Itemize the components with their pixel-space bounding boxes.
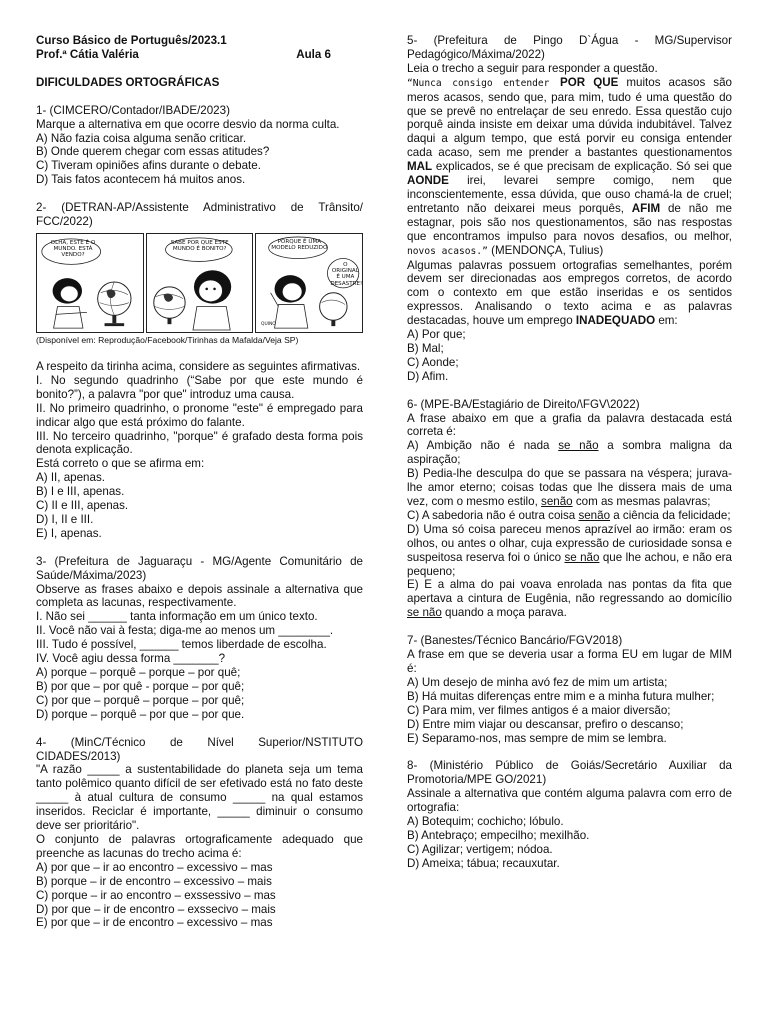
statement: IV. Você agiu dessa forma _______? <box>36 652 226 666</box>
question-6 <box>407 398 732 621</box>
option: D) Ameixa; tábua; recauxutar. <box>407 856 560 870</box>
option: B) Onde querem chegar com essas atitudes? <box>36 145 270 159</box>
left-column <box>36 34 363 930</box>
teacher-row <box>36 48 363 62</box>
statement: III. Tudo é possível, ______ temos liberdade de escolha. <box>36 638 327 652</box>
question-header: 6- (MPE-BA/Estagiário de Direito/\FGV\2022) <box>407 397 640 411</box>
question-stem: A respeito da tirinha acima, considere as seguintes afirmativas. <box>36 359 361 373</box>
option: B) Antebraço; empecilho; mexilhão. <box>407 828 590 842</box>
question-header: 4- (MinC/Técnico de Nível Superior/NSTITUTO CIDADES/2013) <box>36 735 363 763</box>
option: E) por que – ir de encontro – excessivo – mas <box>36 916 273 930</box>
option: D) Uma só coisa pareceu menos aprazível ao irmão: eram os olhos, ou antes o olhar, cuja expressão de curiosidade sonsa e suspeitosa reserva foi o único se não que lhe achou, e não era pequeno; <box>407 522 732 578</box>
option: C) Tiveram opiniões afins durante o debate. <box>36 159 261 173</box>
highlight-afim: AFIM <box>631 201 661 215</box>
option: D) I, II e III. <box>36 512 94 526</box>
course-title: Curso Básico de Português/2023.1 <box>36 34 227 47</box>
statement: III. No terceiro quadrinho, "porque" é grafado desta forma pois denota explicação. <box>36 429 363 457</box>
question-stem: "A razão _____ a sustentabilidade do planeta seja um tema tanto polêmico quanto difícil de ser efetivado está no fato deste _____ à atual cultura de consumo _____ na qual estamos inseridos. Reciclar é importante, _____ diminuir o consumo deve ser prioritário". <box>36 763 363 833</box>
option: C) Para mim, ver filmes antigos é a maior diversão; <box>407 703 671 717</box>
question-header: 5- (Prefeitura de Pingo D`Água - MG/Supervisor Pedagógico/Máxima/2022) <box>407 34 732 61</box>
statement: II. No primeiro quadrinho, o pronome "este" é empregado para indicar algo que está próximo do falante. <box>36 401 363 429</box>
highlight-aonde: AONDE <box>407 174 449 188</box>
option: A) Um desejo de minha avó fez de mim um artista; <box>407 675 668 689</box>
question-3 <box>36 555 363 722</box>
question-stem: Observe as frases abaixo e depois assinale a alternativa que completa as lacunas, respectivamente. <box>36 582 363 610</box>
comic-panel-1 <box>36 233 144 333</box>
question-header: 2- (DETRAN-AP/Assistente Administrativo de Trânsito/ FCC/2022) <box>36 201 363 229</box>
statement: I. No segundo quadrinho (“Sabe por que este mundo é bonito?”), a palavra "por que" introduz uma causa. <box>36 373 363 401</box>
option: D) por que – ir de encontro – exssecivo – mais <box>36 902 276 916</box>
highlight-mal: MAL <box>407 160 433 174</box>
option: C) por que – porquê – porque – por quê; <box>36 693 245 707</box>
question-4 <box>36 736 363 931</box>
option: B) por que – por quê - porque – por quê; <box>36 679 245 693</box>
right-column <box>407 34 732 871</box>
option: D) Tais fatos acontecem há muitos anos. <box>36 173 246 187</box>
question-7 <box>407 634 732 745</box>
question-ask: O conjunto de palavras ortograficamente adequado que preenche as lacunas do trecho acima é: <box>36 832 363 860</box>
option: B) Mal; <box>407 341 444 355</box>
comic-panel-3 <box>255 233 363 333</box>
question-2 <box>36 201 363 541</box>
quoted-text: “Nunca consigo entender POR QUE muitos acasos são meros acasos, sendo que, para mim, tudo é uma questão do que se prevê no entrelaçar de seu enredo. Essa questão cujo porquê ainda insiste em deixar uma dúvida indubitável. Talvez daqui a algum tempo, que está porvir eu consiga entender cada acaso, sem me prender a bastantes questionamentos MAL explicados, se é que precisam de explicação. Só sei que AONDE irei, levarei sempre comigo, nem que inconscientemente, essa dúvida, que ouso chamá-la de cruel; entretanto não deixarei meus porquês, AFIM de não me estagnar, pois são nos questionamentos, são nas respostas que encontramos impulso para novos desafios, ou melhor, novos acasos.” (MENDONÇA, Tulius) <box>407 75 732 257</box>
question-header: 1- (CIMCERO/Contador/IBADE/2023) <box>36 103 230 117</box>
option: C) porque – ir ao encontro – exssessivo – mas <box>36 888 276 902</box>
option: C) II e III, apenas. <box>36 499 129 513</box>
option: B) porque – ir de encontro – excessivo – mais <box>36 874 272 888</box>
comic-bubble-3b: O ORIGINAL É UMA DESASTRE! <box>330 261 363 287</box>
option: B) I e III, apenas. <box>36 485 125 499</box>
question-stem: A frase em que se deveria usar a forma EU em lugar de MIM é: <box>407 648 732 675</box>
question-header: 8- (Ministério Público de Goiás/Secretário Auxiliar da Promotoria/MPE GO/2021) <box>407 759 732 787</box>
option: D) Afim. <box>407 369 449 383</box>
question-stem: Assinale a alternativa que contém alguma palavra com erro de ortografia: <box>407 787 732 815</box>
comic-bubble-3a: PORQUE É UMA MODELO REDUZIDO <box>271 238 328 252</box>
question-stem: Algumas palavras possuem ortografias semelhantes, porém devem ser direcionadas aos empregos corretos, de acordo com o contexto em que estão inseridas e os sentidos expressos. Analisando o texto acima e as palavras destacadas, houve um emprego INADEQUADO em: <box>407 258 732 328</box>
quote-author: (MENDONÇA, Tulius) <box>487 243 604 257</box>
option: A) Ambição não é nada se não a sombra maligna da aspiração; <box>407 439 732 467</box>
question-header: 3- (Prefeitura de Jaguaraçu - MG/Agente Comunitário de Saúde/Máxima/2023) <box>36 554 363 582</box>
option: A) Não fazia coisa alguma senão criticar. <box>36 131 247 145</box>
teacher-name: Prof.ª Cátia Valéria <box>36 47 139 61</box>
option: E) E a alma do pai voava enrolada nas pontas da fita que apertava a cintura de Eugênia, não regressando ao domicílio se não quando a moça parava. <box>407 578 732 620</box>
option: E) Separamo-nos, mas sempre de mim se lembra. <box>407 731 667 745</box>
option: B) Pedia-lhe desculpa do que se passara na véspera; jurava-lhe amor eterno; coisas todas que lhe dissera mais de uma vez, com o mesmo estilo, senão com as mesmas palavras; <box>407 467 732 508</box>
option: D) Entre mim viajar ou descansar, prefiro o descanso; <box>407 717 684 731</box>
option: A) porque – porquê – porque – por quê; <box>36 666 241 679</box>
question-ask: Está correto o que se afirma em: <box>36 457 205 471</box>
option: B) Há muitas diferenças entre mim e a minha futura mulher; <box>407 689 715 703</box>
image-credit: (Disponível em: Reprodução/Facebook/Tirinhas da Mafalda/Veja SP) <box>36 334 299 345</box>
option: D) porque – porquê – por que – por que. <box>36 707 245 721</box>
question-stem: Marque a alternativa em que ocorre desvio da norma culta. <box>36 117 340 131</box>
option: A) por que – ir ao encontro – excessivo – mas <box>36 860 273 874</box>
option: C) Aonde; <box>407 355 459 369</box>
option: C) A sabedoria não é outra coisa senão a ciência da felicidade; <box>407 508 731 522</box>
lesson-number: Aula 6 <box>296 47 331 61</box>
comic-panel-2 <box>146 233 254 333</box>
option: E) I, apenas. <box>36 526 102 540</box>
question-lead: Leia o trecho a seguir para responder a questão. <box>407 61 658 75</box>
comic-bubble-2: SABE POR QUE ESTE MUNDO É BONITO? <box>170 239 229 253</box>
comic-strip <box>36 233 363 333</box>
option: A) II, apenas. <box>36 471 105 485</box>
option: A) Botequim; cochicho; lóbulo. <box>407 815 564 829</box>
comic-bubble-1: OLHA, ESTE É O MUNDO. ESTÁ VENDO? <box>50 239 96 259</box>
comic-signature: QUINO <box>260 321 276 327</box>
statement: I. Não sei ______ tanta informação em um único texto. <box>36 610 318 624</box>
highlight-por-que: POR QUE <box>560 75 619 89</box>
option: A) Por que; <box>407 328 466 342</box>
page-title: DIFICULDADES ORTOGRÁFICAS <box>36 75 220 89</box>
option: C) Agilizar; vertigem; nódoa. <box>407 842 553 856</box>
statement: II. Você não vai à festa; diga-me ao menos um ________. <box>36 624 334 638</box>
question-header: 7- (Banestes/Técnico Bancário/FGV2018) <box>407 634 623 648</box>
question-5 <box>407 34 732 384</box>
question-1 <box>36 104 363 187</box>
highlight-inadequado: INADEQUADO <box>575 314 656 328</box>
question-8 <box>407 759 732 870</box>
question-stem: A frase abaixo em que a grafia da palavra destacada está correta é: <box>407 411 732 439</box>
